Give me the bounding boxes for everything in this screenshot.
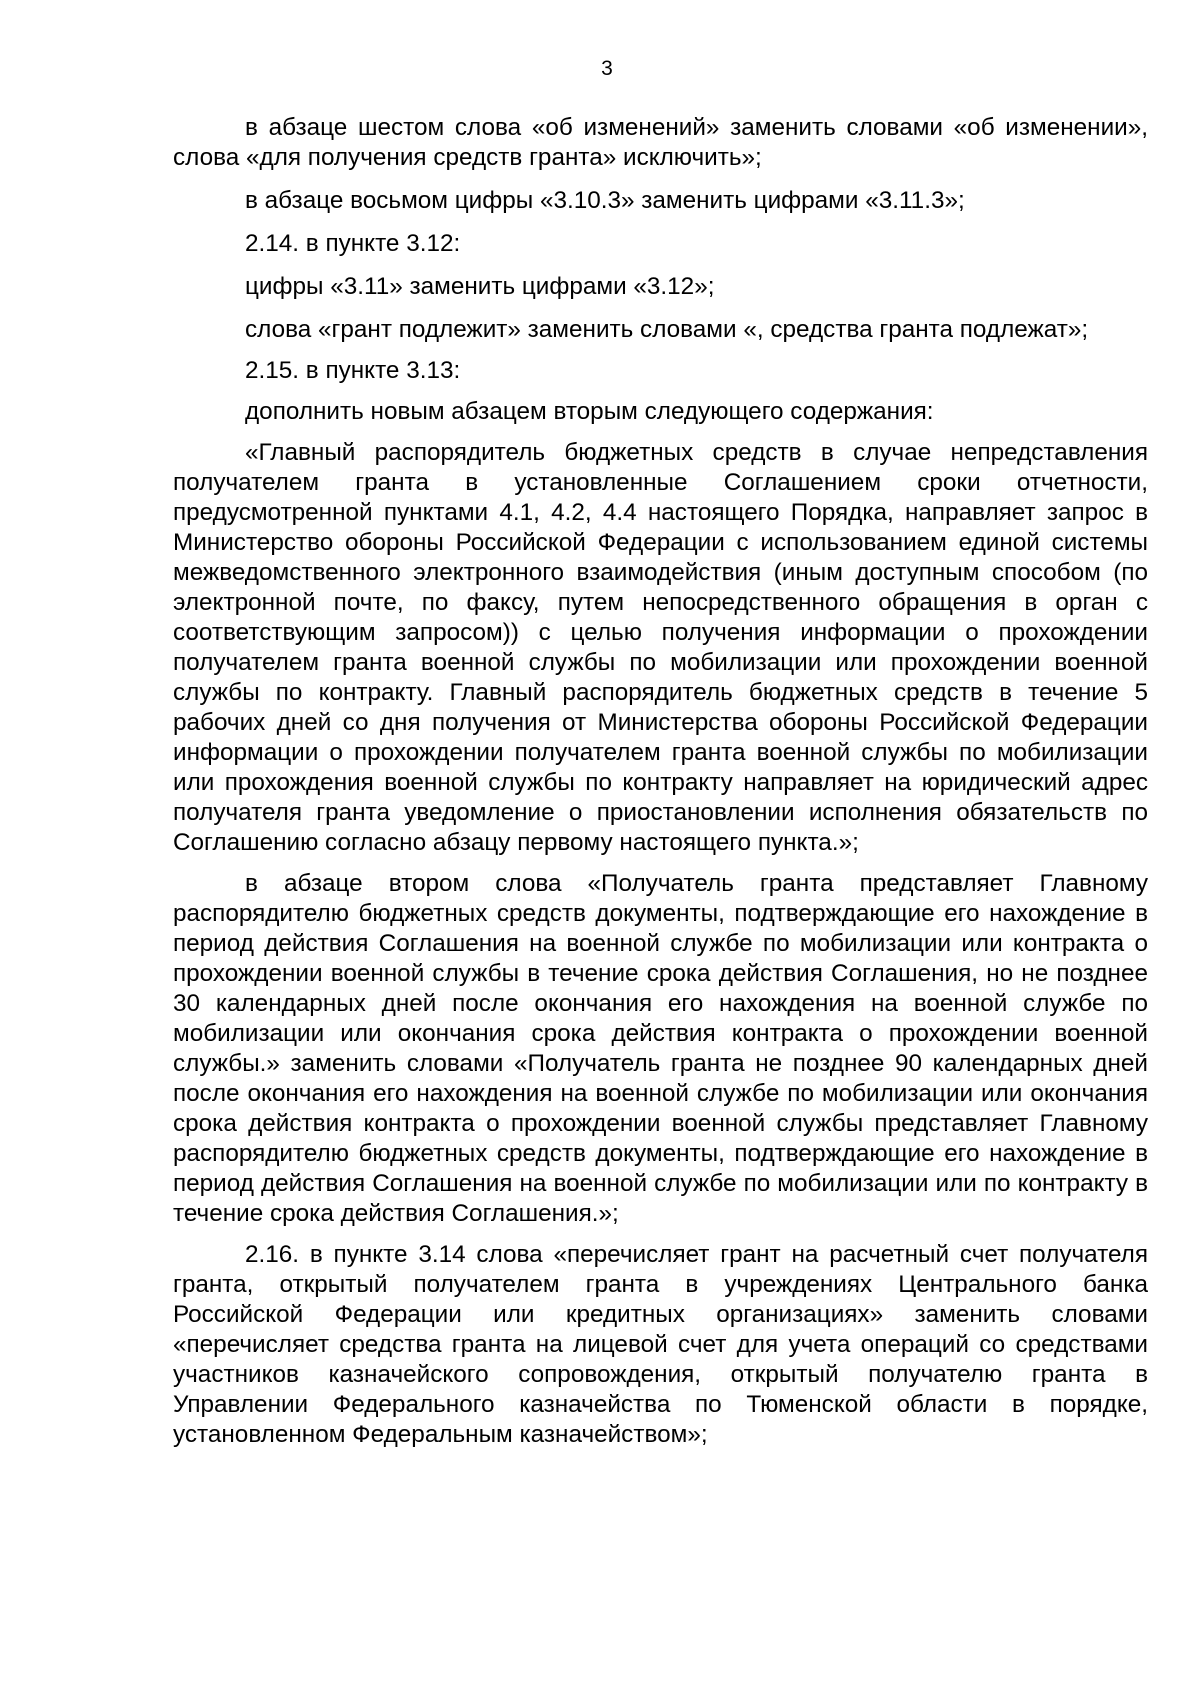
paragraph-words-grant: слова «грант подлежит» заменить словами «, средства гранта подлежат»; xyxy=(245,316,1089,343)
paragraph-item-2-16: 2.16. в пункте 3.14 слова «перечисляет грант на расчетный счет получателя гранта, открытый получателем гранта в учреждениях Центрального банка Российской Федерации или кредитных организациях» заменить словами «перечисляет средства гранта на лицевой счет для учета операций со средствами участников казначейского сопровождения, открытый получателю гранта в Управлении Федерального казначейства по Тюменской области в порядке, установленном Федеральным казначейством»; xyxy=(173,1241,1148,1448)
paragraph-add-new-abzac: дополнить новым абзацем вторым следующего содержания: xyxy=(245,398,934,425)
document-body xyxy=(173,113,1148,1450)
paragraph-6th-abzac: в абзаце шестом слова «об изменений» заменить словами «об изменении», слова «для получения средств гранта» исключить»; xyxy=(173,114,1148,171)
paragraph-item-2-14: 2.14. в пункте 3.12: xyxy=(245,230,461,257)
paragraph-item-2-15: 2.15. в пункте 3.13: xyxy=(245,357,461,384)
page-number: 3 xyxy=(601,57,613,80)
paragraph-new-abzac-text: «Главный распорядитель бюджетных средств в случае непредставления получателем гранта в установленные Соглашением сроки отчетности, предусмотренной пунктами 4.1, 4.2, 4.4 настоящего Порядка, направляет запрос в Министерство обороны Российской Федерации с использованием единой системы межведомственного электронного взаимодействия (иным доступным способом (по электронной почте, по факсу, путем непосредственного обращения в орган с соответствующим запросом)) с целью получения информации о прохождении получателем гранта военной службы по мобилизации или прохождении военной службы по контракту. Главный распорядитель бюджетных средств в течение 5 рабочих дней со дня получения от Министерства обороны Российской Федерации информации о прохождении получателем гранта военной службы по мобилизации или прохождения военной службы по контракту направляет на юридический адрес получателя гранта уведомление о приостановлении исполнения обязательств по Соглашению согласно абзацу первому настоящего пункта.»; xyxy=(173,439,1148,856)
paragraph-8th-abzac: в абзаце восьмом цифры «3.10.3» заменить цифрами «3.11.3»; xyxy=(245,187,965,214)
paragraph-second-abzac: в абзаце втором слова «Получатель гранта представляет Главному распорядителю бюджетных средств документы, подтверждающие его нахождение в период действия Соглашения на военной службе по мобилизации или контракта о прохождении военной службы в течение срока действия Соглашения, но не позднее 30 календарных дней после окончания его нахождения на военной службе по мобилизации или окончания срока действия контракта о прохождении военной службы.» заменить словами «Получатель гранта не позднее 90 календарных дней после окончания его нахождения на военной службе по мобилизации или окончания срока действия контракта о прохождении военной службы представляет Главному распорядителю бюджетных средств документы, подтверждающие его нахождение в период действия Соглашения на военной службе по мобилизации или по контракту в течение срока действия Соглашения.»; xyxy=(173,870,1148,1227)
paragraph-digits-3-11: цифры «3.11» заменить цифрами «3.12»; xyxy=(245,273,715,300)
